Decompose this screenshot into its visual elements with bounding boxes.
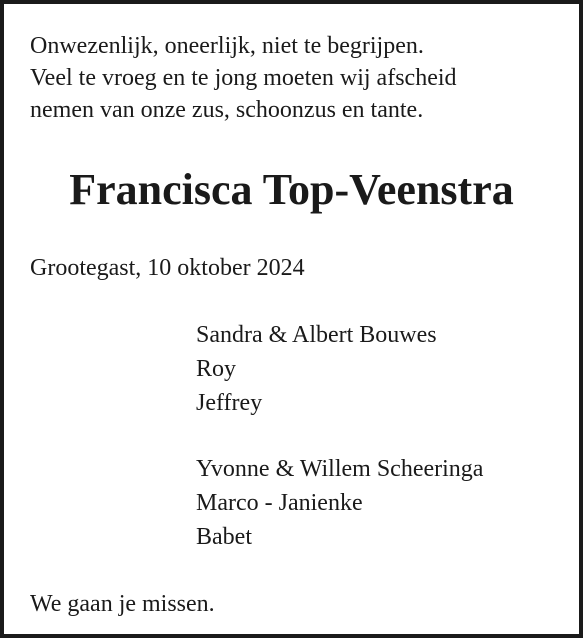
family-member: Babet [196,524,252,550]
family-group-2 [196,452,483,554]
intro-line: Onwezenlijk, oneerlijk, niet te begrijpen. [30,33,424,59]
family-member: Jeffrey [196,390,263,416]
intro-line: Veel te vroeg en te jong moeten wij afscheid [30,65,457,91]
intro-line: nemen van onze zus, schoonzus en tante. [30,97,424,123]
family-member: Sandra & Albert Bouwes [196,322,437,348]
deceased-name: Francisca Top-Veenstra [69,165,514,214]
family-member: Marco - Janienke [196,490,363,516]
closing-text: We gaan je missen. [30,591,215,617]
family-member: Yvonne & Willem Scheeringa [196,456,484,482]
intro-text [30,30,457,126]
family-member: Roy [196,356,237,382]
family-group-1 [196,318,437,420]
place-and-date: Grootegast, 10 oktober 2024 [30,255,305,281]
